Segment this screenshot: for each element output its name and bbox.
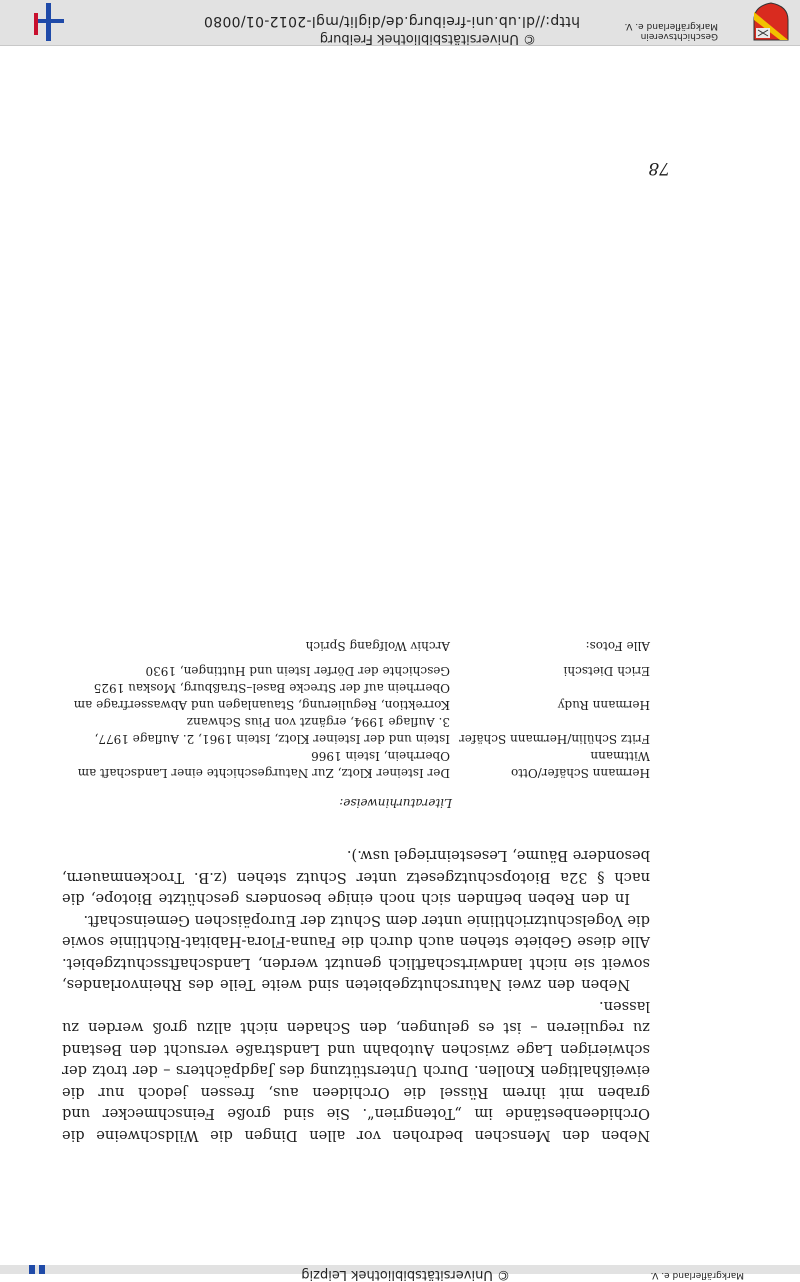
reference-line: Geschichte der Dörfer Istein und Huttingen, 1930: [145, 664, 450, 678]
logo-mark-fragment: [39, 1265, 45, 1274]
society-line: Geschichtsverein: [640, 31, 718, 41]
body-text: [62, 845, 650, 1146]
logo-mark-fragment: [29, 1265, 35, 1274]
reference-line: Oberrhein, Istein 1966: [311, 749, 450, 763]
reference-line: Istein und der Isteiner Klotz, Istein 1961, 2. Auflage 1977,: [94, 732, 450, 746]
page-number: 78: [648, 158, 670, 178]
logo-mark-fragment: [34, 13, 38, 35]
logo-mark-fragment: [34, 19, 64, 23]
reference-work: [50, 713, 450, 747]
paragraph: Neben den Menschen bedrohen vor allen Dingen die Wildschweine die Orchideenbestände im „Totengrien“. Sie sind große Feinschmecker und graben mit ihrem Rüssel die Orchideen aus, fressen jedoch nur die eiweißhaltigen Knollen. Durch Unterstützung des Jagdpächters – der trotz der schwierigen Lage zwischen Autobahn und Landstraße versucht den Bestand zu regulieren – ist es gelungen, den Schaden nicht allzu groß werden zu lassen.: [62, 998, 650, 1144]
reference-line: Der Isteiner Klotz, Zur Naturgeschichte einer Landschaft am: [77, 766, 450, 780]
library-credit: © Universitätsbibliothek Freiburg: [319, 31, 536, 46]
reference-work: [50, 747, 450, 781]
paragraph: Neben den zwei Naturschutzgebieten sind weite Teile des Rheinvorlandes, soweit sie nicht landwirtschaftlich genutzt werden, Landschaftsschutzgebiet. Alle diese Gebiete stehen auch durch die Fauna-Flora-Habitat-Richtlinie sowie die Vogelschutzrichtlinie unter dem Schutz der Europäischen Gemeinschaft.: [62, 912, 650, 994]
top-library-text: © Universitätsbibliothek Leipzig: [301, 1267, 510, 1282]
reference-item: [50, 679, 650, 713]
reference-work: [50, 662, 450, 679]
top-society-text: Markgräflerland e. V.: [650, 1270, 744, 1280]
society-line: Markgräflerland e. V.: [624, 21, 718, 31]
photo-credit: [50, 637, 650, 654]
reference-list: [50, 637, 650, 781]
university-logo-icon: [20, 3, 64, 41]
reference-author: Fritz Schülin/Hermann Schäfer: [459, 732, 650, 746]
reference-author: Hermann Rudy: [557, 698, 650, 712]
reference-line: Oberrhein auf der Strecke Basel–Straßburg, Moskau 1925: [93, 681, 450, 695]
document-url-link[interactable]: http://dl.ub.uni-freiburg.de/diglit/mgl-2012-01/0080: [203, 13, 580, 29]
reference-author: Erich Dietschi: [563, 664, 650, 678]
photo-credit-source: Archiv Wolfgang Sprich: [305, 639, 450, 653]
reference-line: Korrektion, Regulierung, Stauanlagen und Abwasserfrage am: [73, 698, 450, 712]
photo-credit-label: Alle Fotos:: [585, 639, 650, 653]
society-crest-icon: [752, 2, 790, 42]
reference-author: Hermann Schäfer/Otto Wittmann: [511, 749, 650, 780]
paragraph: In den Reben befinden sich noch einige besonders geschützte Biotope, die nach § 32a Biotopschutzgesetz unter Schutz stehen (z.B. Trockenmauern, besondere Bäume, Lesesteinriegel usw.).: [62, 847, 650, 908]
society-name: [625, 21, 718, 41]
top-viewer-band: [0, 1265, 800, 1282]
reference-item: [50, 662, 650, 679]
reference-line: 3. Auflage 1994, ergänzt von Pius Schwanz: [186, 715, 450, 729]
reference-item: [50, 747, 650, 781]
spacer: [50, 654, 650, 662]
literature-heading: Literaturhinweise:: [339, 796, 452, 810]
footer-viewer-band: [0, 0, 800, 46]
reference-work: [50, 679, 450, 713]
reference-item: [50, 713, 650, 747]
